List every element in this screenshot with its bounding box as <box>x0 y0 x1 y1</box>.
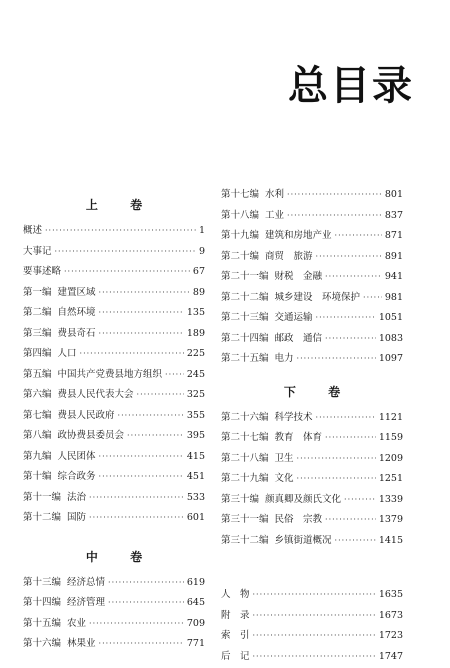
volume-heading-middle: 中 卷 <box>23 546 205 568</box>
toc-page-number: 355 <box>187 410 205 421</box>
toc-entry-title: 大事记 <box>23 243 52 257</box>
volume-heading-upper: 上 卷 <box>23 194 205 216</box>
toc-leader-dots <box>80 349 184 358</box>
toc-entry-title: 概述 <box>23 222 42 236</box>
toc-leader-dots <box>89 513 184 522</box>
toc-entry[interactable] <box>23 489 205 510</box>
toc-entry[interactable] <box>221 532 403 553</box>
toc-entry-title: 财税 金融 <box>275 268 323 282</box>
toc-part-number: 第十八编 <box>221 207 259 221</box>
toc-page-number: 645 <box>187 597 205 608</box>
toc-page-number: 709 <box>187 618 205 629</box>
toc-page-number: 245 <box>187 369 205 380</box>
toc-entry[interactable] <box>23 594 205 615</box>
toc-entry[interactable] <box>23 468 205 489</box>
toc-entry-title: 邮政 通信 <box>275 330 323 344</box>
toc-entry-title: 工业 <box>265 207 284 221</box>
toc-part-number: 第三编 <box>23 325 52 339</box>
toc-part-number: 第八编 <box>23 427 52 441</box>
toc-entry-title: 交通运输 <box>275 309 313 323</box>
toc-entry[interactable] <box>221 207 403 228</box>
toc-entry-title: 经济管理 <box>67 594 105 608</box>
toc-leader-dots <box>316 313 376 322</box>
toc-entry-title: 卫生 <box>275 450 294 464</box>
toc-leader-dots <box>137 390 184 399</box>
toc-page-number: 1 <box>199 225 205 236</box>
toc-page-number: 801 <box>385 189 403 200</box>
toc-part-number: 第二十编 <box>221 248 259 262</box>
toc-entry-title: 中国共产党费县地方组织 <box>58 366 163 380</box>
toc-entry-title: 索 引 <box>221 627 250 641</box>
toc-entry-title: 自然环境 <box>58 304 96 318</box>
toc-entry[interactable] <box>23 243 205 264</box>
toc-page-number: 9 <box>199 246 205 257</box>
toc-entry[interactable] <box>23 448 205 469</box>
toc-leader-dots <box>99 288 190 297</box>
toc-leader-dots <box>287 190 382 199</box>
toc-part-number: 第三十一编 <box>221 511 269 525</box>
toc-entry[interactable] <box>221 586 403 607</box>
toc-entry[interactable] <box>221 268 403 289</box>
toc-entry[interactable] <box>221 227 403 248</box>
toc-leader-dots <box>127 431 184 440</box>
toc-entry-title: 附 录 <box>221 607 250 621</box>
toc-leader-dots <box>45 226 196 235</box>
toc-leader-dots <box>325 334 376 343</box>
toc-leader-dots <box>316 252 382 261</box>
toc-page-number: 941 <box>385 271 403 282</box>
toc-entry-title: 费县人民政府 <box>58 407 115 421</box>
toc-left-column <box>23 194 205 656</box>
toc-page-number: 1747 <box>379 651 403 662</box>
toc-page-number: 981 <box>385 292 403 303</box>
toc-entry-title: 电力 <box>275 350 294 364</box>
toc-part-number: 第六编 <box>23 386 52 400</box>
toc-page-number: 89 <box>193 287 205 298</box>
toc-entry[interactable] <box>23 284 205 305</box>
toc-page-number: 225 <box>187 348 205 359</box>
toc-part-number: 第二十二编 <box>221 289 269 303</box>
toc-leader-dots <box>165 370 184 379</box>
toc-list-middle-continued <box>221 186 403 371</box>
toc-entry-title: 林果业 <box>67 635 96 649</box>
toc-part-number: 第十五编 <box>23 615 61 629</box>
toc-page-number: 1051 <box>379 312 403 323</box>
toc-entry-title: 科学技术 <box>275 409 313 423</box>
volume-heading-lower: 下 卷 <box>221 381 403 403</box>
toc-part-number: 第十编 <box>23 468 52 482</box>
toc-entry[interactable] <box>23 509 205 530</box>
toc-part-number: 第二编 <box>23 304 52 318</box>
toc-page-number: 1251 <box>379 473 403 484</box>
toc-entry[interactable] <box>23 345 205 366</box>
toc-part-number: 第二十六编 <box>221 409 269 423</box>
toc-entry-title: 法治 <box>67 489 86 503</box>
toc-part-number: 第十四编 <box>23 594 61 608</box>
toc-part-number: 第十一编 <box>23 489 61 503</box>
toc-entry[interactable] <box>221 309 403 330</box>
toc-list-lower <box>221 409 403 553</box>
toc-leader-dots <box>253 590 376 599</box>
toc-entry[interactable] <box>221 627 403 648</box>
toc-leader-dots <box>64 267 190 276</box>
toc-leader-dots <box>253 611 376 620</box>
toc-leader-dots <box>108 598 184 607</box>
toc-page-number: 533 <box>187 492 205 503</box>
toc-list-appendix <box>221 586 403 668</box>
toc-page-number: 891 <box>385 251 403 262</box>
toc-page-number: 1209 <box>379 453 403 464</box>
toc-part-number: 第二十七编 <box>221 429 269 443</box>
toc-entry[interactable] <box>23 635 205 656</box>
toc-entry[interactable] <box>221 350 403 371</box>
toc-leader-dots <box>325 433 376 442</box>
toc-leader-dots <box>287 211 382 220</box>
toc-entry-title: 颜真卿及颜氏文化 <box>265 491 341 505</box>
toc-page-number: 67 <box>193 266 205 277</box>
toc-page-number: 837 <box>385 210 403 221</box>
toc-page-number: 1415 <box>379 535 403 546</box>
toc-leader-dots <box>253 652 376 661</box>
toc-entry-title: 人民团体 <box>58 448 96 462</box>
toc-entry-title: 人 物 <box>221 586 250 600</box>
toc-part-number: 第十七编 <box>221 186 259 200</box>
toc-entry[interactable] <box>23 263 205 284</box>
toc-part-number: 第九编 <box>23 448 52 462</box>
toc-entry[interactable] <box>221 186 403 207</box>
toc-leader-dots <box>297 474 376 483</box>
toc-leader-dots <box>297 354 376 363</box>
toc-entry[interactable] <box>221 607 403 628</box>
toc-leader-dots <box>108 578 184 587</box>
toc-part-number: 第二十三编 <box>221 309 269 323</box>
toc-entry-title: 后 记 <box>221 648 250 662</box>
toc-entry-title: 商贸 旅游 <box>265 248 313 262</box>
toc-part-number: 第二十九编 <box>221 470 269 484</box>
toc-entry[interactable] <box>23 366 205 387</box>
toc-leader-dots <box>335 536 376 545</box>
toc-part-number: 第十二编 <box>23 509 61 523</box>
toc-entry[interactable] <box>221 289 403 310</box>
toc-leader-dots <box>99 329 184 338</box>
toc-leader-dots <box>363 293 382 302</box>
toc-part-number: 第七编 <box>23 407 52 421</box>
toc-page-number: 1121 <box>379 412 403 423</box>
toc-entry[interactable] <box>23 325 205 346</box>
toc-page-number: 1083 <box>379 333 403 344</box>
toc-entry-title: 费县奇石 <box>58 325 96 339</box>
toc-entry[interactable] <box>221 248 403 269</box>
toc-leader-dots <box>99 639 184 648</box>
toc-list-middle <box>23 574 205 656</box>
toc-entry[interactable] <box>221 491 403 512</box>
toc-part-number: 第五编 <box>23 366 52 380</box>
toc-part-number: 第二十四编 <box>221 330 269 344</box>
toc-leader-dots <box>316 413 376 422</box>
toc-entry[interactable] <box>221 429 403 450</box>
toc-page-number: 619 <box>187 577 205 588</box>
toc-entry-title: 要事述略 <box>23 263 61 277</box>
toc-part-number: 第三十二编 <box>221 532 269 546</box>
toc-page-number: 1097 <box>379 353 403 364</box>
toc-page-number: 1723 <box>379 630 403 641</box>
toc-list-upper <box>23 222 205 530</box>
toc-part-number: 第二十五编 <box>221 350 269 364</box>
toc-entry-title: 乡镇街道概况 <box>275 532 332 546</box>
toc-entry[interactable] <box>23 386 205 407</box>
toc-page-number: 1339 <box>379 494 403 505</box>
toc-entry[interactable] <box>23 304 205 325</box>
toc-leader-dots <box>55 247 196 256</box>
toc-right-column <box>221 186 403 668</box>
toc-entry-title: 城乡建设 环境保护 <box>275 289 361 303</box>
toc-entry-title: 水利 <box>265 186 284 200</box>
toc-entry[interactable] <box>221 511 403 532</box>
toc-entry[interactable] <box>221 648 403 668</box>
toc-entry-title: 建置区域 <box>58 284 96 298</box>
toc-leader-dots <box>99 308 184 317</box>
toc-page-number: 1635 <box>379 589 403 600</box>
toc-page-number: 325 <box>187 389 205 400</box>
toc-leader-dots <box>99 452 184 461</box>
toc-leader-dots <box>325 272 382 281</box>
toc-entry[interactable] <box>221 330 403 351</box>
toc-page-number: 771 <box>187 638 205 649</box>
toc-entry-title: 综合政务 <box>58 468 96 482</box>
toc-leader-dots <box>253 631 376 640</box>
toc-page-number: 871 <box>385 230 403 241</box>
toc-page-number: 1379 <box>379 514 403 525</box>
toc-entry[interactable] <box>23 427 205 448</box>
toc-page-number: 189 <box>187 328 205 339</box>
toc-entry-title: 经济总情 <box>67 574 105 588</box>
toc-entry-title: 文化 <box>275 470 294 484</box>
toc-leader-dots <box>89 619 184 628</box>
toc-leader-dots <box>297 454 376 463</box>
toc-leader-dots <box>344 495 376 504</box>
toc-part-number: 第十九编 <box>221 227 259 241</box>
toc-part-number: 第四编 <box>23 345 52 359</box>
toc-part-number: 第三十编 <box>221 491 259 505</box>
toc-page-number: 135 <box>187 307 205 318</box>
toc-entry-title: 政协费县委员会 <box>58 427 125 441</box>
toc-leader-dots <box>335 231 382 240</box>
toc-entry-title: 建筑和房地产业 <box>265 227 332 241</box>
toc-page-number: 395 <box>187 430 205 441</box>
toc-page-number: 1159 <box>379 432 403 443</box>
toc-entry-title: 民俗 宗教 <box>275 511 323 525</box>
toc-entry-title: 国防 <box>67 509 86 523</box>
toc-entry[interactable] <box>23 574 205 595</box>
toc-page-number: 451 <box>187 471 205 482</box>
toc-entry[interactable] <box>23 407 205 428</box>
toc-entry-title: 教育 体育 <box>275 429 323 443</box>
toc-entry[interactable] <box>221 409 403 430</box>
toc-part-number: 第十三编 <box>23 574 61 588</box>
toc-page-number: 601 <box>187 512 205 523</box>
toc-part-number: 第一编 <box>23 284 52 298</box>
toc-entry[interactable] <box>221 470 403 491</box>
toc-entry[interactable] <box>23 222 205 243</box>
toc-entry-title: 人口 <box>58 345 77 359</box>
toc-leader-dots <box>89 493 184 502</box>
toc-part-number: 第二十八编 <box>221 450 269 464</box>
toc-entry-title: 费县人民代表大会 <box>58 386 134 400</box>
toc-part-number: 第十六编 <box>23 635 61 649</box>
page-title: 总目录 <box>288 66 414 106</box>
toc-page-number: 415 <box>187 451 205 462</box>
toc-page-number: 1673 <box>379 610 403 621</box>
toc-leader-dots <box>99 472 184 481</box>
toc-entry-title: 农业 <box>67 615 86 629</box>
toc-entry[interactable] <box>23 615 205 636</box>
toc-entry[interactable] <box>221 450 403 471</box>
toc-leader-dots <box>118 411 184 420</box>
toc-leader-dots <box>325 515 376 524</box>
toc-part-number: 第二十一编 <box>221 268 269 282</box>
